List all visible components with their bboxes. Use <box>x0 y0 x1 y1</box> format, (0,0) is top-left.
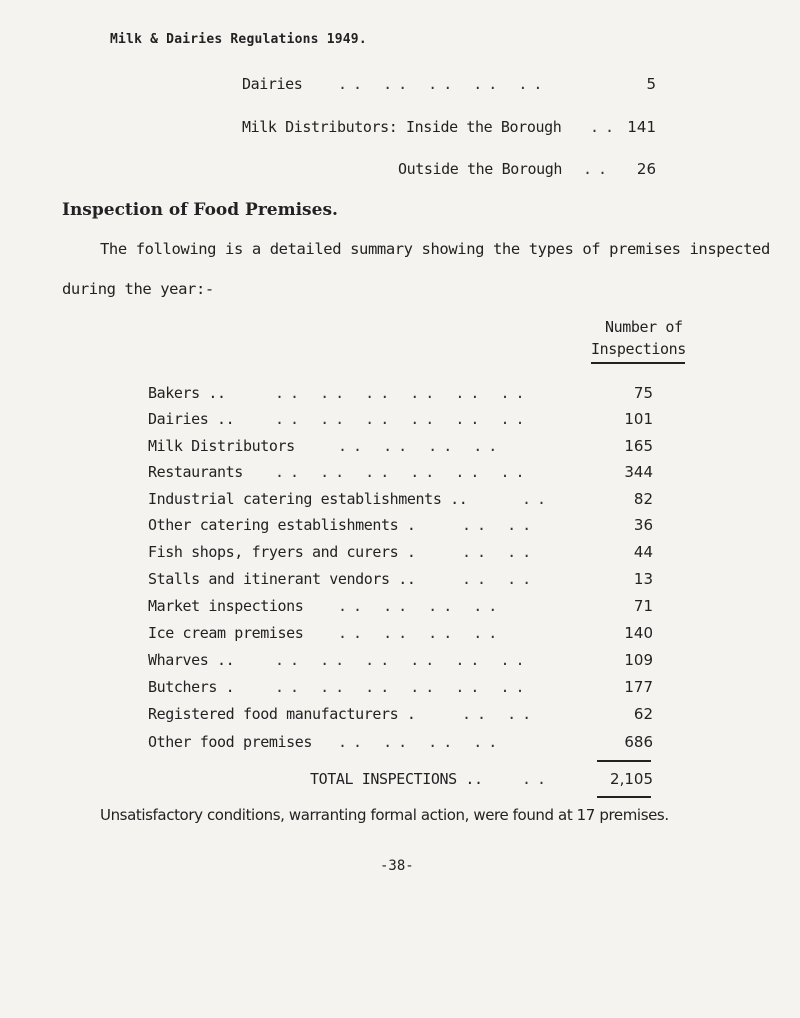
page-number: -38- <box>380 858 414 874</box>
registration-value: 5 <box>646 75 656 93</box>
table-row-label: Fish shops, fryers and curers . <box>148 543 416 561</box>
table-row-label: Restaurants <box>148 463 243 481</box>
table-row-label: Stalls and itinerant vendors .. <box>148 570 416 588</box>
section-title: Inspection of Food Premises. <box>62 200 338 220</box>
table-row-label: Dairies .. <box>148 410 235 428</box>
table-row-value: 109 <box>624 651 653 669</box>
registration-value: 141 <box>627 118 656 136</box>
leader-dots: .. <box>583 160 614 178</box>
registration-label: Dairies <box>242 75 303 93</box>
leader-dots: .. <box>522 490 553 508</box>
leader-dots: .. .. .. .. .. .. <box>275 463 531 481</box>
table-row-label: Other catering establishments . <box>148 516 416 534</box>
leader-dots: .. .. .. .. <box>338 733 504 751</box>
leader-dots: .. .. <box>462 516 538 534</box>
leader-dots: .. .. .. .. .. .. <box>275 384 531 402</box>
total-value: 2,105 <box>610 770 653 788</box>
table-row-label: Registered food manufacturers . <box>148 705 416 723</box>
leader-dots: .. .. <box>462 570 538 588</box>
subtotal-rule <box>597 760 651 762</box>
table-row-label: Market inspections <box>148 597 304 615</box>
table-row-value: 82 <box>633 490 653 508</box>
table-row-value: 101 <box>624 410 653 428</box>
registration-label: Milk Distributors: Inside the Borough <box>242 118 562 136</box>
table-row-value: 36 <box>633 516 653 534</box>
column-header: Number of <box>605 318 683 336</box>
table-row-label: Butchers . <box>148 678 235 696</box>
leader-dots: .. .. .. .. .. <box>338 75 549 93</box>
regulations-heading: Milk & Dairies Regulations 1949. <box>110 32 367 47</box>
total-label: TOTAL INSPECTIONS .. <box>310 770 483 788</box>
leader-dots: .. .. .. .. .. .. <box>275 678 531 696</box>
leader-dots: .. .. .. .. <box>338 597 504 615</box>
leader-dots: .. <box>590 118 621 136</box>
leader-dots: .. .. <box>462 543 538 561</box>
footer-note: Unsatisfactory conditions, warranting formal action, were found at 17 premises. <box>100 806 669 824</box>
table-row-label: Industrial catering establishments .. <box>148 490 468 508</box>
total-rule <box>597 796 651 798</box>
table-row-label: Bakers .. <box>148 384 226 402</box>
leader-dots: .. .. .. .. .. .. <box>275 410 531 428</box>
table-row-label: Milk Distributors <box>148 437 295 455</box>
table-row-value: 344 <box>624 463 653 481</box>
registration-label: Outside the Borough <box>398 160 562 178</box>
table-row-label: Ice cream premises <box>148 624 304 642</box>
table-row-value: 177 <box>624 678 653 696</box>
table-row-label: Other food premises <box>148 733 312 751</box>
leader-dots: .. .. .. .. <box>338 437 504 455</box>
table-row-value: 71 <box>633 597 653 615</box>
table-row-label: Wharves .. <box>148 651 235 669</box>
table-row-value: 13 <box>633 570 653 588</box>
table-row-value: 686 <box>624 733 653 751</box>
leader-dots: .. .. .. .. <box>338 624 504 642</box>
column-header: Inspections <box>591 340 686 358</box>
leader-dots: .. <box>522 770 553 788</box>
table-row-value: 44 <box>633 543 653 561</box>
table-row-value: 75 <box>633 384 653 402</box>
intro-text: The following is a detailed summary showing the types of premises inspected <box>100 240 770 258</box>
table-row-value: 140 <box>624 624 653 642</box>
leader-dots: .. .. .. .. .. .. <box>275 651 531 669</box>
registration-value: 26 <box>636 160 656 178</box>
leader-dots: .. .. <box>462 705 538 723</box>
table-row-value: 62 <box>633 705 653 723</box>
header-underline <box>591 362 685 364</box>
table-row-value: 165 <box>624 437 653 455</box>
intro-text-continued: during the year:- <box>62 280 214 298</box>
